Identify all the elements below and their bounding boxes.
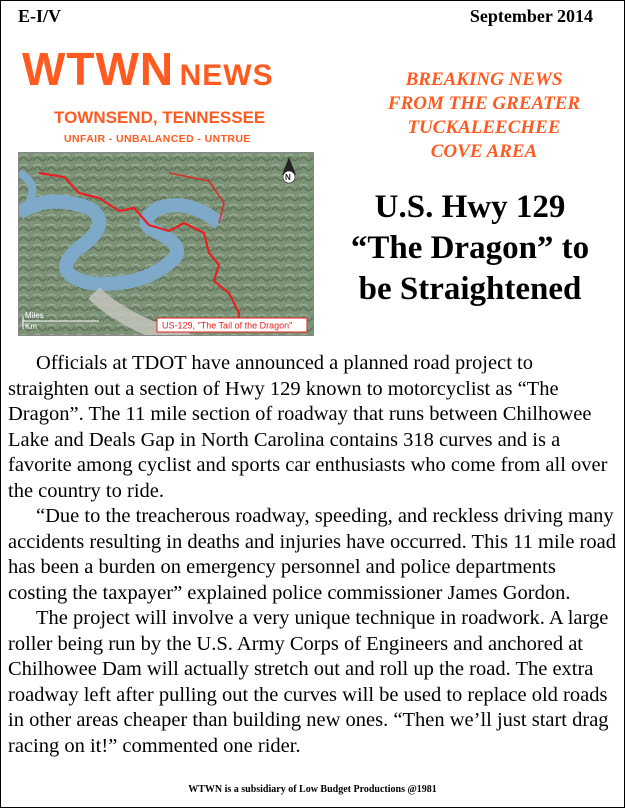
- masthead-subtitle: NEWS: [179, 59, 274, 92]
- headline: [330, 187, 610, 310]
- masthead-title: WTWN: [22, 43, 175, 95]
- scale-km-label: Km: [25, 322, 37, 331]
- scale-miles-label: Miles: [25, 311, 44, 320]
- dragon-map-image: [18, 152, 314, 336]
- breaking-line: TUCKALEECHEE: [407, 117, 561, 138]
- headline-line: U.S. Hwy 129: [374, 189, 566, 225]
- location: TOWNSEND, TENNESSEE: [54, 108, 266, 127]
- article-paragraph: The project will involve a very unique technique in roadwork. A large roller being run by the U.S. Army Corps of Engineers and anchored at Chilhowee Dam will actually stretch out and roll up the road. The extra roadway left after pulling out the curves will be used to replace old roads in other areas cheaper than building new ones. “Then we’ll just start drag racing on it!” commented one rider.: [8, 607, 609, 757]
- north-label: N: [285, 173, 291, 182]
- article-paragraph: “Due to the treacherous roadway, speeding, and reckless driving many accidents resulting in deaths and injuries have occurred. This 11 mile road has been a burden on emergency personnel and police departments costing the taxpayer” explained police commissioner James Gordon.: [8, 505, 616, 604]
- article-paragraph: Officials at TDOT have announced a planned road project to straighten out a section of Hwy 129 known to motorcyclist as “The Dragon”. The 11 mile section of roadway that runs between Chilhowee Lake and Deals Gap in North Carolina contains 318 curves and is a favorite among cyclist and sports car enthusiasts who come from all over the country to ride.: [8, 352, 608, 502]
- breaking-line: BREAKING NEWS: [405, 69, 563, 90]
- issue-number: E-I/V: [18, 6, 62, 26]
- footer-credit: WTWN is a subsidiary of Low Budget Productions @1981: [188, 784, 437, 795]
- breaking-news-box: [360, 68, 608, 164]
- breaking-line: FROM THE GREATER: [387, 93, 581, 114]
- masthead: [22, 43, 274, 95]
- article-body: [8, 351, 616, 759]
- tagline: UNFAIR - UNBALANCED - UNTRUE: [64, 133, 251, 145]
- issue-date: September 2014: [469, 6, 593, 26]
- headline-line: “The Dragon” to: [350, 230, 590, 266]
- breaking-line: COVE AREA: [430, 141, 538, 162]
- headline-line: be Straightened: [358, 271, 582, 307]
- map-graphic: [19, 153, 313, 335]
- map-caption: US-129, "The Tail of the Dragon": [162, 320, 293, 331]
